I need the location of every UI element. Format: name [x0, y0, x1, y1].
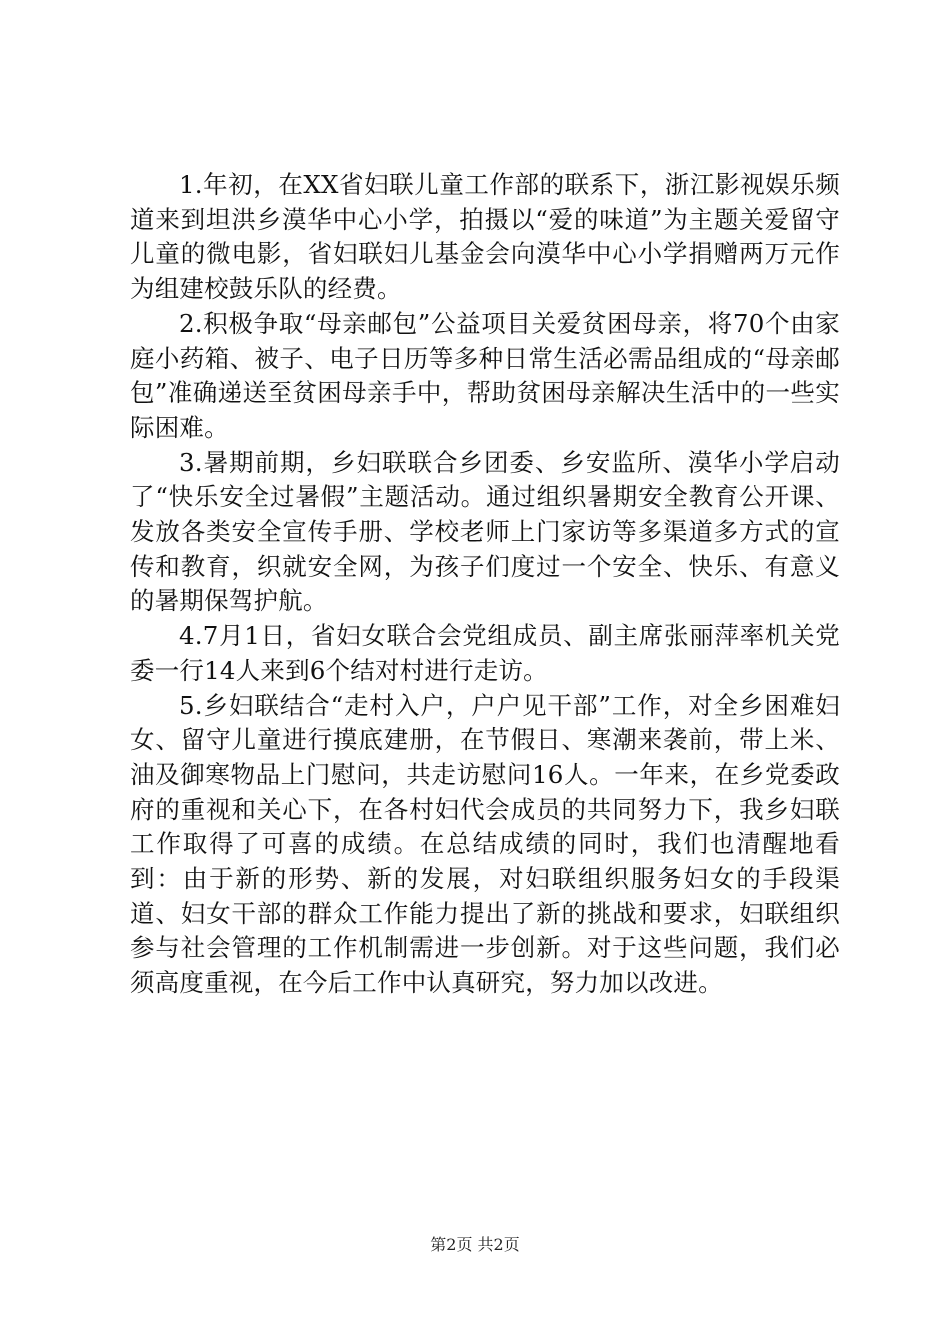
paragraph-5: 5.乡妇联结合“走村入户，户户见干部”工作，对全乡困难妇女、留守儿童进行摸底建册，在节假日、寒潮来袭前，带上米、油及御寒物品上门慰问，共走访慰问16人。一年来，在乡党委政府的重视和关心下，在各村妇代会成员的共同努力下，我乡妇联工作取得了可喜的成绩。在总结成绩的同时，我们也清醒地看到：由于新的形势、新的发展，对妇联组织服务妇女的手段渠道、妇女干部的群众工作能力提出了新的挑战和要求，妇联组织参与社会管理的工作机制需进一步创新。对于这些问题，我们必须高度重视，在今后工作中认真研究，努力加以改进。 — [130, 690, 840, 998]
paragraph-4: 4.7月1日，省妇女联合会党组成员、副主席张丽萍率机关党委一行14人来到6个结对村进行走访。 — [130, 621, 840, 685]
page-footer: 第2页 共2页 — [430, 1235, 520, 1254]
paragraph-2: 2.积极争取“母亲邮包”公益项目关爱贫困母亲，将70个由家庭小药箱、被子、电子日历等多种日常生活必需品组成的“母亲邮包”准确递送至贫困母亲手中，帮助贫困母亲解决生活中的一些实际困难。 — [130, 308, 840, 442]
paragraph-3: 3.暑期前期，乡妇联联合乡团委、乡安监所、漠华小学启动了“快乐安全过暑假”主题活动。通过组织暑期安全教育公开课、发放各类安全宣传手册、学校老师上门家访等多渠道多方式的宣传和教育，织就安全网，为孩子们度过一个安全、快乐、有意义的暑期保驾护航。 — [130, 447, 840, 616]
document-body — [130, 168, 840, 1001]
paragraph-1: 1.年初，在XX省妇联儿童工作部的联系下，浙江影视娱乐频道来到坦洪乡漠华中心小学，拍摄以“爱的味道”为主题关爱留守儿童的微电影，省妇联妇儿基金会向漠华中心小学捐赠两万元作为组建校鼓乐队的经费。 — [130, 170, 840, 304]
